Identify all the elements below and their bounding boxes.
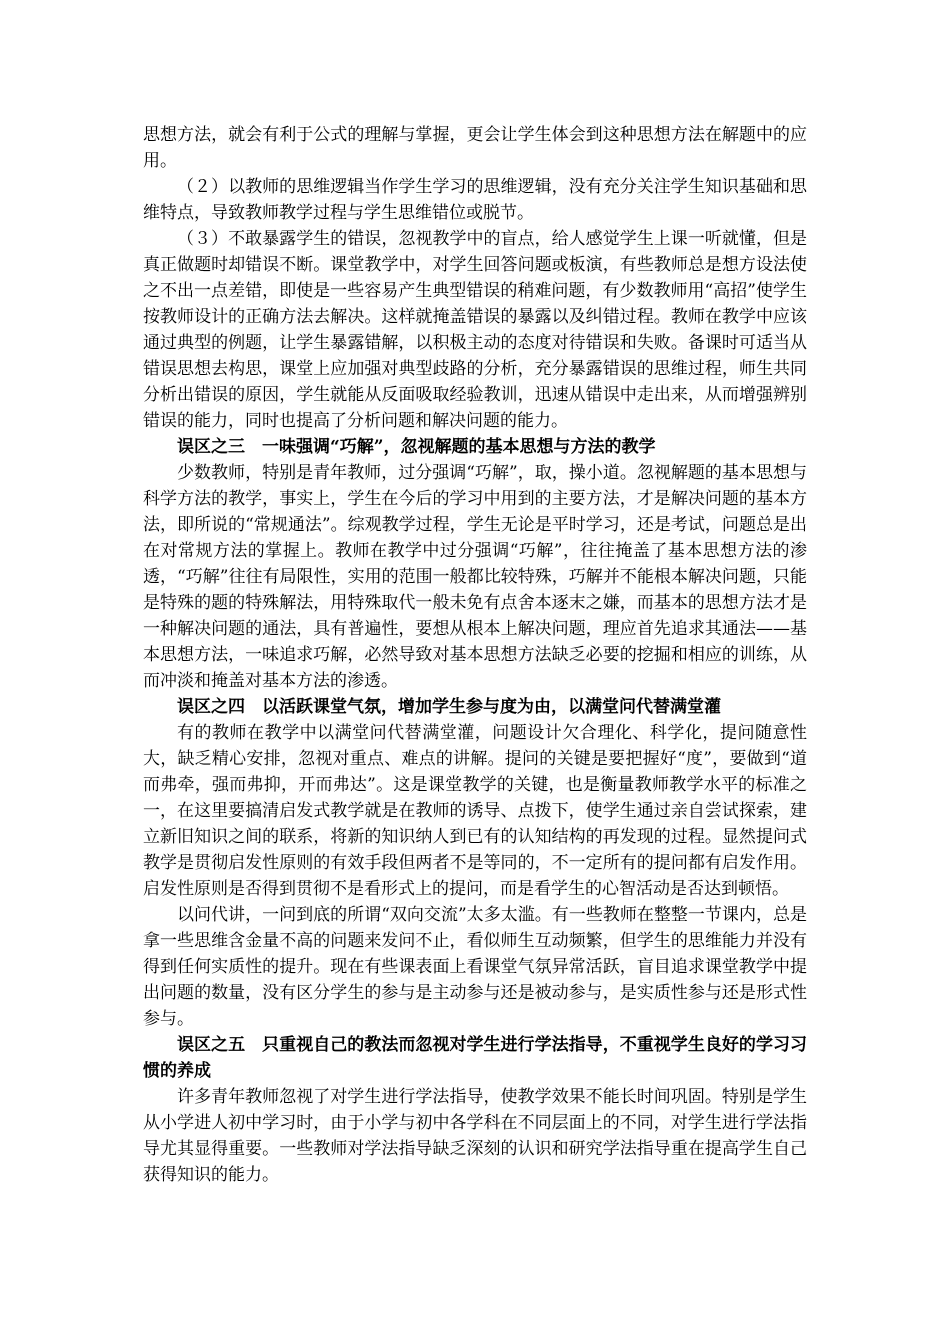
paragraph-misconception-4-detail: 以问代讲，一问到底的所谓“双向交流”太多太滥。有一些教师在整整一节课内，总是拿一些思维含金量不高的问题来发问不止，看似师生互动频繁，但学生的思维能力并没有得到任何实质性的提升。现在有些课表面上看课堂气氛异常活跃，盲目追求课堂教学中提出问题的数量，没有区分学生的参与是主动参与还是被动参与，是实质性参与还是形式性参与。 [143, 905, 807, 1029]
section-heading-misconception-3: 误区之三 一味强调“巧解”，忽视解题的基本思想与方法的教学 [177, 437, 656, 457]
document-page [143, 122, 807, 1188]
paragraph-point-2: （２）以教师的思维逻辑当作学生学习的思维逻辑，没有充分关注学生知识基础和思维特点，导致教师教学过程与学生思维错位或脱节。 [143, 177, 807, 223]
paragraph-misconception-5-body: 许多青年教师忽视了对学生进行学法指导，使教学效果不能长时间巩固。特别是学生从小学进人初中学习时，由于小学与初中各学科在不同层面上的不同，对学生进行学法指导尤其显得重要。一些教师对学法指导缺乏深刻的认识和研究学法指导重在提高学生自己获得知识的能力。 [143, 1087, 807, 1185]
paragraph-misconception-3-body: 少数教师，特别是青年教师，过分强调“巧解”，取，操小道。忽视解题的基本思想与科学方法的教学，事实上，学生在今后的学习中用到的主要方法，才是解决问题的基本方法，即所说的“常规通法”。综观教学过程，学生无论是平时学习，还是考试，问题总是出在对常规方法的掌握上。教师在教学中过分强调“巧解”，往往掩盖了基本思想方法的渗透，“巧解”往往有局限性，实用的范围一般都比较特殊，巧解并不能根本解决问题，只能是特殊的题的特殊解法，用特殊取代一般未免有点舍本逐末之嫌，而基本的思想方法才是一种解决问题的通法，具有普遍性，要想从根本上解决问题，理应首先追求其通法——基本思想方法，一味追求巧解，必然导致对基本思想方法缺乏必要的挖掘和相应的训练，从而冲淡和掩盖对基本方法的渗透。 [143, 463, 807, 691]
section-heading-misconception-4: 误区之四 以活跃课堂气氛，增加学生参与度为由，以满堂问代替满堂灌 [177, 697, 721, 717]
section-heading-misconception-5: 误区之五 只重视自己的教法而忽视对学生进行学法指导，不重视学生良好的学习习惯的养成 [143, 1035, 807, 1081]
paragraph-continuation: 思想方法，就会有利于公式的理解与掌握，更会让学生体会到这种思想方法在解题中的应用。 [143, 125, 807, 171]
paragraph-misconception-4-body: 有的教师在教学中以满堂问代替满堂灌，问题设计欠合理化、科学化，提问随意性大，缺乏精心安排，忽视对重点、难点的讲解。提问的关键是要把握好“度”，要做到“道而弗牵，强而弗抑，开而弗达”。这是课堂教学的关键，也是衡量教师教学水平的标准之一，在这里要搞清启发式教学就是在教师的诱导、点拨下，使学生通过亲自尝试探索，建立新旧知识之间的联系，将新的知识纳人到已有的认知结构的再发现的过程。显然提问式教学是贯彻启发性原则的有效手段但两者不是等同的，不一定所有的提问都有启发作用。启发性原则是否得到贯彻不是看形式上的提问，而是看学生的心智活动是否达到顿悟。 [143, 723, 807, 899]
paragraph-point-3: （３）不敢暴露学生的错误，忽视教学中的盲点，给人感觉学生上课一听就懂，但是真正做题时却错误不断。课堂教学中，对学生回答问题或板演，有些教师总是想方设法使之不出一点差错，即使是一些容易产生典型错误的稍难问题，有少数教师用“高招”使学生按教师设计的正确方法去解决。这样就掩盖错误的暴露以及纠错过程。教师在教学中应该通过典型的例题，让学生暴露错解，以积极主动的态度对待错误和失败。备课时可适当从错误思想去构思，课堂上应加强对典型歧路的分析，充分暴露错误的思维过程，师生共同分析出错误的原因，学生就能从反面吸取经验教训，迅速从错误中走出来，从而增强辨别错误的能力，同时也提高了分析问题和解决问题的能力。 [143, 229, 807, 431]
